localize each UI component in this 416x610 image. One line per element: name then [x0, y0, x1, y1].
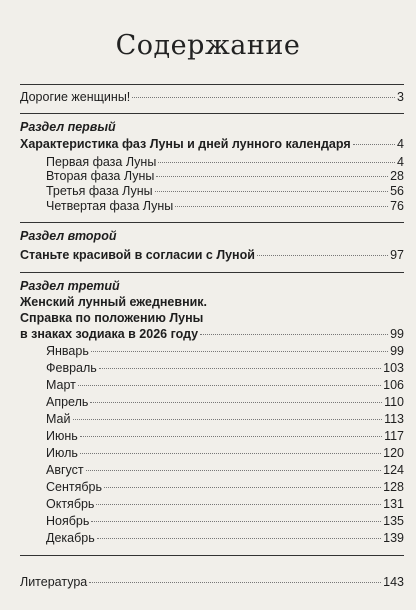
toc-entry-month[interactable] — [46, 480, 404, 495]
divider — [20, 113, 404, 114]
entry-label: Характеристика фаз Луны и дней лунного календаря — [20, 137, 351, 151]
dot-leader — [91, 521, 381, 522]
toc-entry-month[interactable] — [46, 395, 404, 410]
toc-entry[interactable] — [46, 169, 404, 184]
toc-entry-month[interactable] — [46, 412, 404, 427]
dot-leader — [73, 419, 383, 420]
entry-page: 106 — [383, 378, 404, 392]
entry-page: 99 — [390, 327, 404, 341]
entry-label: Дорогие женщины! — [20, 90, 131, 104]
dot-leader — [80, 436, 382, 437]
toc-entry-month[interactable] — [46, 531, 404, 546]
toc-entry-month[interactable] — [46, 497, 404, 512]
divider — [20, 555, 404, 556]
entry-page: 56 — [390, 184, 404, 198]
toc-entry-month[interactable] — [46, 514, 404, 529]
dot-leader — [96, 504, 381, 505]
entry-label: Январь — [46, 344, 89, 358]
entry-page: 76 — [390, 199, 404, 213]
toc-entry[interactable] — [46, 199, 404, 214]
divider — [20, 272, 404, 273]
dot-leader — [90, 402, 382, 403]
entry-page: 131 — [383, 497, 404, 511]
entry-page: 110 — [384, 395, 404, 409]
entry-label: Четвертая фаза Луны — [46, 199, 174, 213]
dot-leader — [158, 162, 395, 163]
toc-entry-chapter-3[interactable] — [20, 327, 404, 342]
dot-leader — [97, 538, 381, 539]
dot-leader — [155, 191, 388, 192]
toc-entry[interactable] — [46, 155, 404, 170]
entry-label: Сентябрь — [46, 480, 102, 494]
section-heading-2: Раздел второй — [20, 229, 117, 243]
entry-page: 113 — [384, 412, 404, 426]
entry-label: Ноябрь — [46, 514, 90, 528]
dot-leader — [89, 582, 381, 583]
section-heading-3: Раздел третий — [20, 279, 120, 293]
entry-label: Первая фаза Луны — [46, 155, 157, 169]
entry-page: 124 — [383, 463, 404, 477]
dot-leader — [175, 206, 388, 207]
entry-label: Вторая фаза Луны — [46, 169, 155, 183]
toc-entry-references[interactable] — [20, 575, 404, 590]
dot-leader — [104, 487, 381, 488]
entry-label: Апрель — [46, 395, 89, 409]
divider — [20, 222, 404, 223]
entry-label: Август — [46, 463, 84, 477]
dot-leader — [132, 97, 395, 98]
toc-entry-month[interactable] — [46, 361, 404, 376]
toc-entry-month[interactable] — [46, 429, 404, 444]
entry-page: 99 — [390, 344, 404, 358]
entry-label: Февраль — [46, 361, 97, 375]
entry-label: Третья фаза Луны — [46, 184, 153, 198]
entry-label: Март — [46, 378, 76, 392]
entry-page: 120 — [383, 446, 404, 460]
toc-entry-chapter-1[interactable] — [20, 137, 404, 152]
entry-label: в знаках зодиака в 2026 году — [20, 327, 199, 341]
entry-page: 103 — [383, 361, 404, 375]
entry-page: 3 — [397, 90, 404, 104]
dot-leader — [353, 144, 395, 145]
entry-page: 28 — [390, 169, 404, 183]
entry-page: 143 — [383, 575, 404, 589]
toc-entry-month[interactable] — [46, 378, 404, 393]
entry-page: 117 — [384, 429, 404, 443]
dot-leader — [80, 453, 381, 454]
toc-entry-month[interactable] — [46, 344, 404, 359]
dot-leader — [99, 368, 381, 369]
chapter-title-line: Женский лунный ежедневник. — [20, 295, 208, 309]
toc-entry[interactable] — [46, 184, 404, 199]
toc-entry-month[interactable] — [46, 463, 404, 478]
dot-leader — [200, 334, 388, 335]
divider — [20, 84, 404, 85]
toc-entry-chapter-2[interactable] — [20, 248, 404, 263]
entry-page: 4 — [397, 137, 404, 151]
chapter-title-line: Справка по положению Луны — [20, 311, 204, 325]
dot-leader — [86, 470, 382, 471]
entry-page: 139 — [383, 531, 404, 545]
entry-page: 135 — [383, 514, 404, 528]
dot-leader — [156, 176, 388, 177]
entry-page: 4 — [397, 155, 404, 169]
dot-leader — [78, 385, 381, 386]
entry-label: Июль — [46, 446, 78, 460]
entry-label: Станьте красивой в согласии с Луной — [20, 248, 255, 262]
dot-leader — [257, 255, 388, 256]
toc-entry-intro[interactable] — [20, 90, 404, 105]
dot-leader — [91, 351, 388, 352]
entry-label: Октябрь — [46, 497, 95, 511]
entry-label: Декабрь — [46, 531, 95, 545]
toc-entry-month[interactable] — [46, 446, 404, 461]
page-title: Содержание — [115, 30, 301, 61]
entry-label: Май — [46, 412, 71, 426]
entry-label: Литература — [20, 575, 88, 589]
entry-label: Июнь — [46, 429, 78, 443]
entry-page: 128 — [383, 480, 404, 494]
section-heading-1: Раздел первый — [20, 120, 116, 134]
entry-page: 97 — [390, 248, 404, 262]
